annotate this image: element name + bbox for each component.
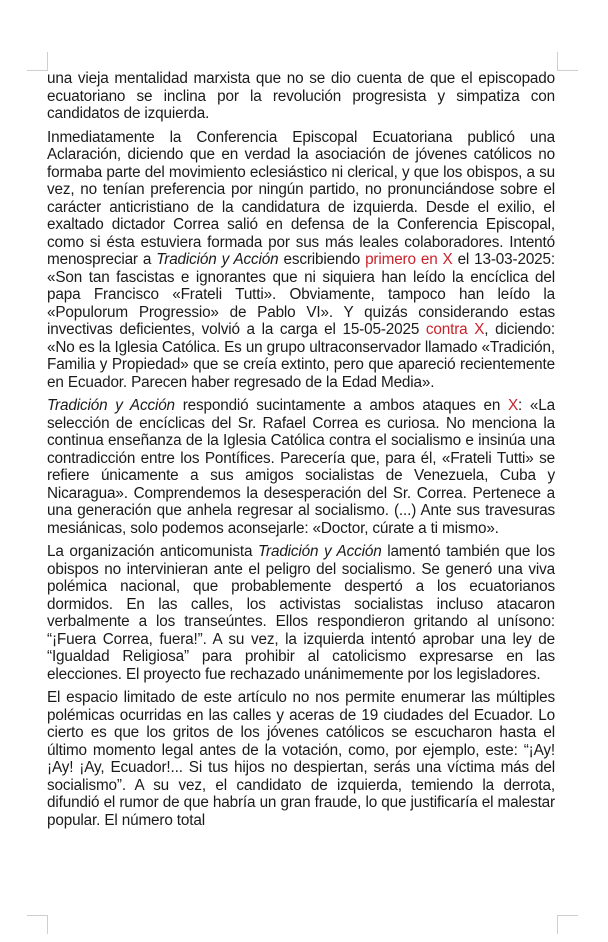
- text-run: escribiendo: [278, 251, 366, 268]
- italic-text: Tradición y Acción: [47, 397, 175, 414]
- paragraph: [47, 397, 555, 537]
- margin-corner-top-right: [557, 52, 578, 71]
- paragraph: [47, 689, 555, 829]
- text-run: el 13-03-2025: «Son tan fascistas e ignorantes que ni siquiera han leído la encíclica del papa Francisco «Frateli Tutti». Obviamente, tampoco han leído la «Populorum Progressio» de Pablo VI». Y quizás considerando estas invectivas deficientes, volvió a la carga el 15-05-2025: [47, 251, 555, 338]
- hyperlink[interactable]: contra X: [425, 321, 485, 338]
- text-run: Inmediatamente la Conferencia Episcopal Ecuatoriana publicó una Aclaración, diciendo que en verdad la asociación de jóvenes católicos no formaba parte del movimiento eclesiástico ni clerical, y que los obispos, a su vez, no tenían preferencia por ningún partido, no pronunciándose sobre el carácter anticristiano de la candidatura de izquierda. Desde el exilio, el exaltado dictador Correa salió en defensa de la Conferencia Episcopal, como si ésta estuviera formada por sus más leales colaboradores. Intentó menospreciar a: [47, 128, 555, 268]
- text-run: lamentó también que los obispos no intervinieran ante el peligro del socialismo. Se generó una viva polémica nacional, que probablemente despertó a los ecuatorianos dormidos. En las calles, los activistas socialistas incluso atacaron verbalmente a los transeúntes. Ellos respondieron gritando al unísono: “¡Fuera Correa, fuera!”. A su vez, la izquierda intentó aprobar una ley de “Igualdad Religiosa” para prohibir al catolicismo expresarse en las elecciones. El proyecto fue rechazado unánimemente por los legisladores.: [47, 543, 555, 683]
- italic-text: Tradición y Acción: [156, 251, 279, 268]
- paragraph: [47, 543, 555, 683]
- paragraph: [47, 129, 555, 392]
- margin-corner-top-left: [27, 52, 48, 71]
- document-body[interactable]: [47, 70, 555, 835]
- text-run: : «La selección de encíclicas del Sr. Rafael Correa es curiosa. No menciona la continua enseñanza de la Iglesia Católica contra el socialismo e insinúa una contradicción entre los Pontífices. Parecería que, para él, «Frateli Tutti» se refiere únicamente a sus amigos socialistas de Venezuela, Cuba y Nicaragua». Comprendemos la desesperación del Sr. Correa. Pertenece a una generación que anhela regresar al socialismo. (...) Ante sus travesuras mesiánicas, solo podemos aconsejarle: «Doctor, cúrate a ti mismo».: [47, 397, 555, 537]
- italic-text: Tradición y Acción: [257, 543, 382, 560]
- paragraph: [47, 70, 555, 123]
- text-run: una vieja mentalidad marxista que no se dio cuenta de que el episcopado ecuatoriano se inclina por la revolución progresista y simpatiza con candidatos de izquierda.: [47, 70, 555, 122]
- text-run: El espacio limitado de este artículo no nos permite enumerar las múltiples polémicas ocurridas en las calles y aceras de 19 ciudades del Ecuador. Lo cierto es que los gritos de los jóvenes católicos se escucharon hasta el último momento legal antes de la votación, como, por ejemplo, este: “¡Ay! ¡Ay! ¡Ay, Ecuador!... Si tus hijos no despiertan, serás una víctima más del socialismo”. A su vez, el candidato de izquierda, temiendo la derrota, difundió el rumor de que habría un gran fraude, lo que justificaría el malestar popular. El número total: [47, 689, 555, 829]
- hyperlink[interactable]: X: [507, 397, 519, 414]
- text-run: respondió sucintamente a ambos ataques en: [174, 397, 508, 414]
- margin-corner-bottom-right: [557, 915, 578, 934]
- text-run: , diciendo: «No es la Iglesia Católica. Es un grupo ultraconservador llamado «Tradición, Familia y Propiedad» que se creía extinto, pero que apareció recientemente en Ecuador. Parecen haber regresado de la Edad Media».: [47, 321, 555, 391]
- margin-corner-bottom-left: [27, 915, 48, 934]
- hyperlink[interactable]: primero en X: [365, 251, 453, 268]
- text-run: La organización anticomunista: [47, 543, 258, 560]
